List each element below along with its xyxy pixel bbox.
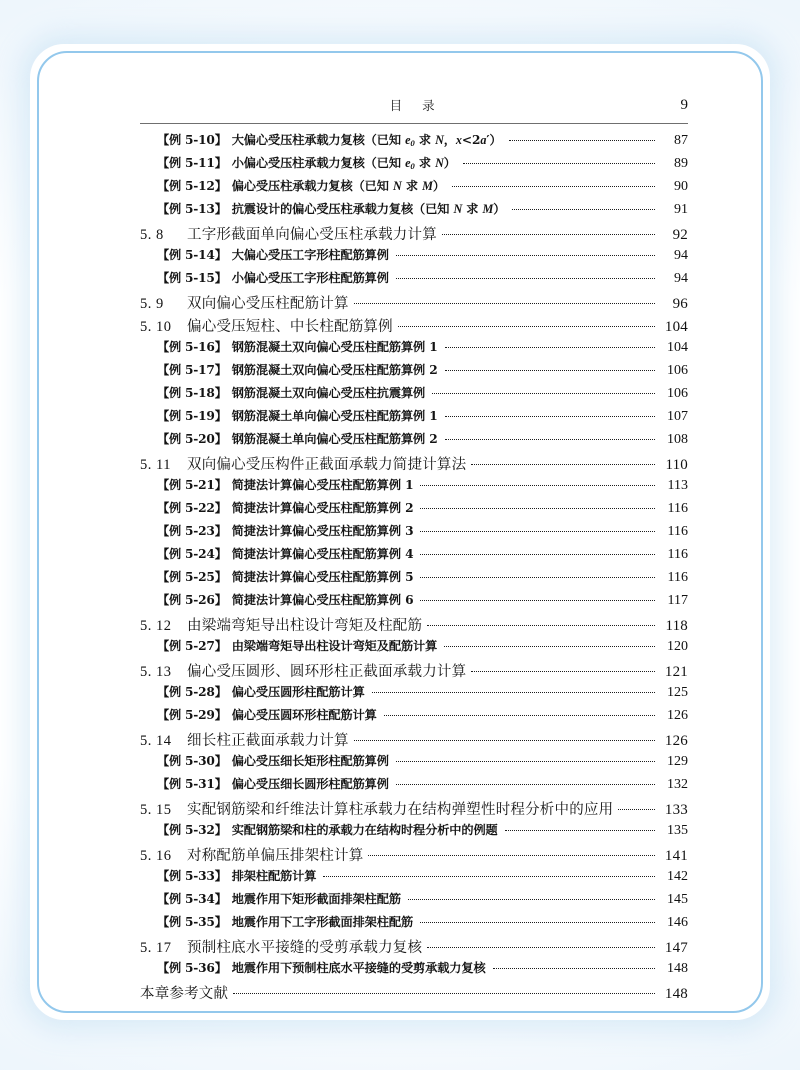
- toc-example-row[interactable]: [140, 913, 688, 936]
- toc-example-row[interactable]: [140, 890, 688, 913]
- toc-dot-leader: [463, 155, 655, 167]
- toc-dot-leader: [445, 431, 655, 443]
- toc-example-row[interactable]: [140, 752, 688, 775]
- toc-dot-leader: [384, 707, 655, 719]
- toc-example-tag: 【例 5-36】: [157, 961, 227, 975]
- toc-section-number: 5. 8: [140, 227, 164, 243]
- toc-page-number: 135: [667, 823, 688, 838]
- toc-section-number: 5. 15: [140, 802, 172, 818]
- running-head-title: 目 录: [389, 98, 439, 113]
- toc-section-row[interactable]: [140, 315, 688, 338]
- toc-entry-title: 偏心受压细长矩形柱配筋算例: [231, 754, 389, 768]
- toc-example-row[interactable]: [140, 637, 688, 660]
- toc-example-tag: 【例 5-31】: [157, 777, 227, 791]
- toc-entry-title: 大偏心受压工字形柱配筋算例: [231, 248, 389, 262]
- toc-page-number: 116: [667, 547, 688, 562]
- table-of-contents-list: [140, 131, 688, 1005]
- toc-dot-leader: [372, 684, 655, 696]
- toc-page-number: 132: [667, 777, 688, 792]
- toc-example-tag: 【例 5-19】: [157, 409, 227, 423]
- toc-entry-title: 地震作用下预制柱底水平接缝的受剪承载力复核: [231, 961, 486, 975]
- toc-example-row[interactable]: [140, 361, 688, 384]
- toc-dot-leader: [420, 477, 655, 489]
- toc-dot-leader: [420, 592, 655, 604]
- toc-entry-title: 排架柱配筋计算: [231, 869, 317, 883]
- toc-section-number: 5. 12: [140, 618, 172, 634]
- toc-example-row[interactable]: [140, 269, 688, 292]
- toc-entry-title: 钢筋混凝土双向偏心受压柱抗震算例: [231, 386, 426, 400]
- toc-entry-title: 简捷法计算偏心受压柱配筋算例 4: [231, 547, 414, 561]
- toc-dot-leader: [420, 500, 655, 512]
- toc-page-number: 118: [665, 618, 688, 634]
- toc-page-number: 110: [665, 457, 688, 473]
- toc-entry-title: 小偏心受压柱承载力复核（已知 $e_0$ 求 N）: [231, 156, 456, 172]
- toc-dot-leader: [427, 938, 655, 953]
- toc-example-tag: 【例 5-35】: [157, 915, 227, 929]
- toc-example-row[interactable]: [140, 131, 688, 154]
- toc-entry-title: 双向偏心受压柱配筋计算: [187, 296, 349, 312]
- toc-example-row[interactable]: [140, 591, 688, 614]
- toc-example-tag: 【例 5-28】: [157, 685, 227, 699]
- toc-entry-title: 预制柱底水平接缝的受剪承载力复核: [187, 940, 423, 956]
- toc-dot-leader: [354, 731, 655, 746]
- toc-example-tag: 【例 5-33】: [157, 869, 227, 883]
- toc-page-number: 117: [667, 593, 688, 608]
- toc-dot-leader: [396, 753, 655, 765]
- toc-entry-title: 小偏心受压工字形柱配筋算例: [231, 271, 389, 285]
- toc-entry-title: 钢筋混凝土单向偏心受压柱配筋算例 1: [231, 409, 438, 423]
- toc-example-tag: 【例 5-30】: [157, 754, 227, 768]
- toc-section-number: 5. 9: [140, 296, 164, 312]
- toc-section-row[interactable]: [140, 614, 688, 637]
- toc-page-number: 108: [667, 432, 688, 447]
- toc-entry-title: 地震作用下矩形截面排架柱配筋: [231, 892, 401, 906]
- toc-example-row[interactable]: [140, 959, 688, 982]
- toc-page-number: 91: [674, 202, 688, 217]
- toc-entry-title: 本章参考文献: [140, 986, 229, 1002]
- toc-page-number: 107: [667, 409, 688, 424]
- toc-page-number: 120: [667, 639, 688, 654]
- toc-example-row[interactable]: [140, 522, 688, 545]
- toc-section-row[interactable]: [140, 223, 688, 246]
- page-folio-number: 9: [680, 97, 688, 113]
- toc-section-number: 5. 13: [140, 664, 172, 680]
- toc-page-number: 94: [674, 271, 688, 286]
- toc-entry-title: 简捷法计算偏心受压柱配筋算例 3: [231, 524, 414, 538]
- page-content: [39, 53, 763, 1013]
- toc-entry-title: 简捷法计算偏心受压柱配筋算例 1: [231, 478, 414, 492]
- toc-entry-title: 抗震设计的偏心受压柱承载力复核（已知 N 求 M）: [231, 202, 506, 216]
- toc-dot-leader: [445, 362, 655, 374]
- toc-entry-title: 实配钢筋梁和纤维法计算柱承载力在结构弹塑性时程分析中的应用: [187, 802, 614, 818]
- toc-entry-title: 大偏心受压柱承载力复核（已知 $e_0$ 求 N，x<2a′）: [231, 133, 502, 149]
- toc-page-number: 104: [667, 340, 688, 355]
- toc-example-row[interactable]: [140, 867, 688, 890]
- toc-section-row[interactable]: [140, 660, 688, 683]
- toc-dot-leader: [427, 616, 655, 631]
- toc-example-row[interactable]: [140, 384, 688, 407]
- toc-entry-title: 双向偏心受压构件正截面承载力简捷计算法: [187, 457, 467, 473]
- toc-example-tag: 【例 5-24】: [157, 547, 227, 561]
- toc-entry-title: 工字形截面单向偏心受压柱承载力计算: [187, 227, 437, 243]
- toc-example-row[interactable]: [140, 545, 688, 568]
- toc-page-number: 133: [664, 802, 688, 818]
- toc-section-row[interactable]: [140, 453, 688, 476]
- toc-entry-title: 对称配筋单偏压排架柱计算: [187, 848, 364, 864]
- toc-page-number: 104: [664, 319, 688, 335]
- toc-example-tag: 【例 5-12】: [157, 179, 227, 193]
- toc-entry-title: 偏心受压圆形、圆环形柱正截面承载力计算: [187, 664, 467, 680]
- toc-page-number: 121: [664, 664, 688, 680]
- toc-example-row[interactable]: [140, 821, 688, 844]
- toc-example-tag: 【例 5-18】: [157, 386, 227, 400]
- header-divider-rule: [140, 123, 688, 124]
- toc-dot-leader: [505, 822, 655, 834]
- toc-page-number: 148: [664, 986, 688, 1002]
- toc-page-number: 106: [667, 363, 688, 378]
- toc-page-number: 148: [667, 961, 688, 976]
- toc-section-row[interactable]: [140, 292, 688, 315]
- toc-example-tag: 【例 5-29】: [157, 708, 227, 722]
- toc-dot-leader: [420, 914, 655, 926]
- toc-entry-title: 钢筋混凝土双向偏心受压柱配筋算例 1: [231, 340, 438, 354]
- toc-dot-leader: [618, 800, 655, 815]
- toc-dot-leader: [471, 455, 655, 470]
- toc-page-number: 116: [667, 570, 688, 585]
- toc-dot-leader: [512, 201, 655, 213]
- toc-page-number: 147: [664, 940, 688, 956]
- toc-example-row[interactable]: [140, 430, 688, 453]
- toc-section-row[interactable]: [140, 936, 688, 959]
- toc-example-tag: 【例 5-16】: [157, 340, 227, 354]
- toc-page-number: 146: [667, 915, 688, 930]
- toc-section-number: 5. 16: [140, 848, 172, 864]
- toc-dot-leader: [420, 523, 655, 535]
- toc-page-number: 129: [667, 754, 688, 769]
- toc-dot-leader: [420, 546, 655, 558]
- toc-entry-title: 地震作用下工字形截面排架柱配筋: [231, 915, 414, 929]
- toc-page-number: 145: [667, 892, 688, 907]
- toc-example-tag: 【例 5-23】: [157, 524, 227, 538]
- toc-dot-leader: [509, 132, 655, 144]
- toc-page-number: 90: [674, 179, 688, 194]
- toc-example-tag: 【例 5-20】: [157, 432, 227, 446]
- toc-example-tag: 【例 5-21】: [157, 478, 227, 492]
- toc-section-number: 5. 17: [140, 940, 172, 956]
- toc-example-tag: 【例 5-17】: [157, 363, 227, 377]
- toc-dot-leader: [420, 569, 655, 581]
- toc-dot-leader: [493, 960, 655, 972]
- toc-section-row[interactable]: [140, 982, 688, 1005]
- toc-example-tag: 【例 5-15】: [157, 271, 227, 285]
- toc-page-number: 125: [667, 685, 688, 700]
- toc-section-row[interactable]: [140, 729, 688, 752]
- toc-dot-leader: [368, 846, 655, 861]
- running-head: [140, 97, 688, 121]
- toc-entry-title: 偏心受压细长圆形柱配筋算例: [231, 777, 389, 791]
- toc-entry-title: 细长柱正截面承载力计算: [187, 733, 349, 749]
- toc-section-number: 5. 14: [140, 733, 172, 749]
- toc-example-row[interactable]: [140, 706, 688, 729]
- toc-example-row[interactable]: [140, 683, 688, 706]
- toc-section-number: 5. 10: [140, 319, 172, 335]
- toc-example-row[interactable]: [140, 246, 688, 269]
- toc-example-row[interactable]: [140, 775, 688, 798]
- toc-example-row[interactable]: [140, 499, 688, 522]
- toc-dot-leader: [444, 638, 655, 650]
- toc-dot-leader: [445, 408, 655, 420]
- toc-page-number: 126: [664, 733, 688, 749]
- toc-example-tag: 【例 5-10】: [157, 133, 227, 147]
- toc-example-tag: 【例 5-32】: [157, 823, 227, 837]
- toc-entry-title: 偏心受压圆环形柱配筋计算: [231, 708, 377, 722]
- toc-entry-title: 钢筋混凝土双向偏心受压柱配筋算例 2: [231, 363, 438, 377]
- toc-example-tag: 【例 5-27】: [157, 639, 227, 653]
- toc-dot-leader: [354, 294, 655, 309]
- toc-page-number: 142: [667, 869, 688, 884]
- toc-page-number: 116: [667, 524, 688, 539]
- toc-example-row[interactable]: [140, 338, 688, 361]
- toc-section-number: 5. 11: [140, 457, 171, 473]
- toc-example-tag: 【例 5-22】: [157, 501, 227, 515]
- toc-entry-title: 由梁端弯矩导出柱设计弯矩及配筋计算: [231, 639, 438, 653]
- toc-example-tag: 【例 5-14】: [157, 248, 227, 262]
- toc-page-number: 113: [667, 478, 688, 493]
- toc-page-number: 141: [664, 848, 688, 864]
- toc-entry-title: 偏心受压柱承载力复核（已知 N 求 M）: [231, 179, 445, 193]
- toc-entry-title: 实配钢筋梁和柱的承载力在结构时程分析中的例题: [231, 823, 498, 837]
- toc-page-number: 96: [672, 296, 688, 312]
- toc-dot-leader: [471, 662, 655, 677]
- toc-dot-leader: [323, 868, 655, 880]
- toc-section-row[interactable]: [140, 844, 688, 867]
- toc-example-tag: 【例 5-25】: [157, 570, 227, 584]
- toc-example-row[interactable]: [140, 200, 688, 223]
- toc-example-tag: 【例 5-26】: [157, 593, 227, 607]
- toc-entry-title: 简捷法计算偏心受压柱配筋算例 6: [231, 593, 414, 607]
- toc-page-number: 94: [674, 248, 688, 263]
- toc-page-number: 92: [672, 227, 688, 243]
- toc-entry-title: 钢筋混凝土单向偏心受压柱配筋算例 2: [231, 432, 438, 446]
- toc-dot-leader: [396, 776, 655, 788]
- toc-example-tag: 【例 5-34】: [157, 892, 227, 906]
- toc-page-number: 126: [667, 708, 688, 723]
- toc-page-number: 106: [667, 386, 688, 401]
- toc-entry-title: 偏心受压短柱、中长柱配筋算例: [187, 319, 393, 335]
- toc-page-number: 87: [674, 133, 688, 148]
- toc-dot-leader: [408, 891, 655, 903]
- toc-dot-leader: [396, 270, 655, 282]
- toc-dot-leader: [396, 247, 655, 259]
- toc-entry-title: 偏心受压圆形柱配筋计算: [231, 685, 365, 699]
- toc-dot-leader: [445, 339, 655, 351]
- toc-dot-leader: [452, 178, 655, 190]
- toc-example-row[interactable]: [140, 476, 688, 499]
- toc-section-row[interactable]: [140, 798, 688, 821]
- toc-example-row[interactable]: [140, 407, 688, 430]
- toc-entry-title: 简捷法计算偏心受压柱配筋算例 5: [231, 570, 414, 584]
- toc-entry-title: 简捷法计算偏心受压柱配筋算例 2: [231, 501, 414, 515]
- toc-example-tag: 【例 5-11】: [157, 156, 227, 170]
- toc-dot-leader: [233, 984, 655, 999]
- toc-example-row[interactable]: [140, 154, 688, 177]
- toc-dot-leader: [432, 385, 655, 397]
- book-page-sheet: [37, 51, 763, 1013]
- toc-page-number: 116: [667, 501, 688, 516]
- toc-page-number: 89: [674, 156, 688, 171]
- toc-example-row[interactable]: [140, 177, 688, 200]
- toc-example-row[interactable]: [140, 568, 688, 591]
- toc-dot-leader: [398, 317, 655, 332]
- toc-example-tag: 【例 5-13】: [157, 202, 227, 216]
- toc-entry-title: 由梁端弯矩导出柱设计弯矩及柱配筋: [187, 618, 423, 634]
- toc-dot-leader: [442, 225, 655, 240]
